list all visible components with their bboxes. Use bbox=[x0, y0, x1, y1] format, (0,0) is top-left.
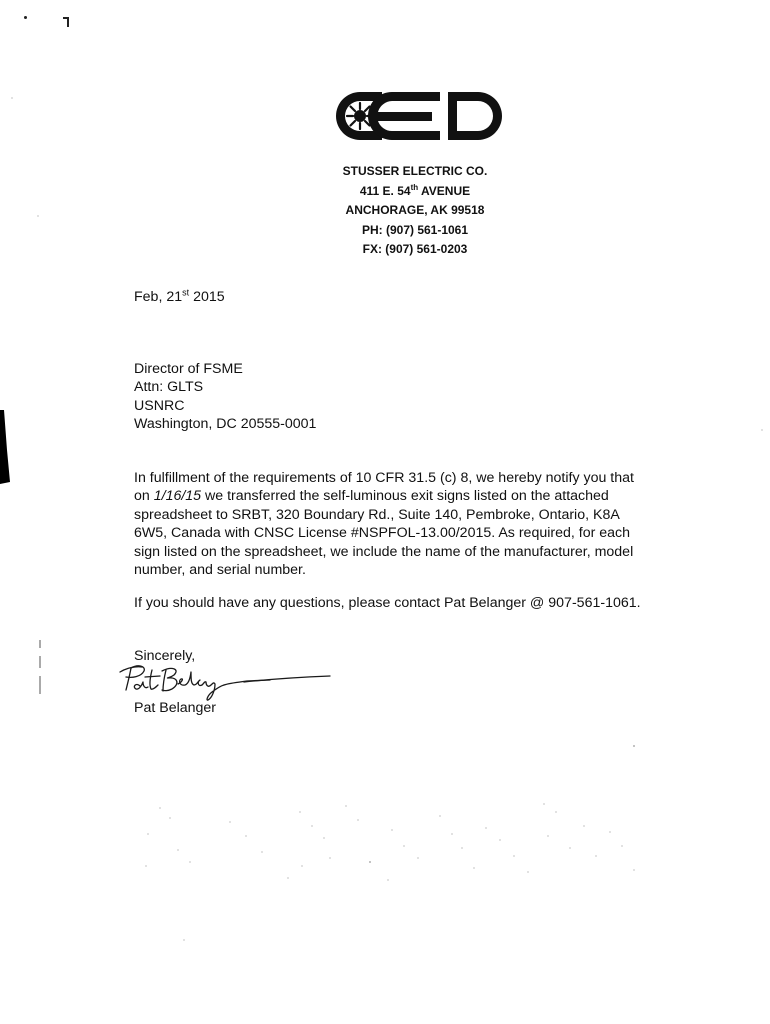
recipient-line: Attn: GLTS bbox=[134, 379, 204, 396]
body-line: 6W5, Canada with CNSC License #NSPFOL-13.00/2015. As required, for each bbox=[134, 525, 631, 542]
body-text: we transferred the self-luminous exit signs listed on the attached bbox=[201, 488, 609, 505]
date-day: Feb, 21 bbox=[134, 289, 183, 305]
street-ordinal: th bbox=[410, 182, 419, 192]
body-line: In fulfillment of the requirements of 10 CFR 31.5 (c) 8, we hereby notify you that bbox=[134, 470, 634, 486]
body-line: spreadsheet to SRBT, 320 Boundary Rd., Suite 140, Pembroke, Ontario, K8A bbox=[134, 506, 620, 523]
street-name: AVENUE bbox=[418, 183, 471, 198]
date-ordinal: st bbox=[182, 287, 190, 298]
company-name: STUSSER ELECTRIC CO. bbox=[342, 164, 488, 178]
closing: Sincerely, bbox=[134, 648, 196, 664]
contact-paragraph: If you should have any questions, please contact Pat Belanger @ 907-561-1061. bbox=[134, 595, 641, 611]
body-text: on bbox=[134, 488, 154, 505]
recipient-line: Washington, DC 20555-0001 bbox=[134, 416, 317, 433]
recipient-line: USNRC bbox=[134, 397, 185, 414]
company-phone: PH: (907) 561-1061 bbox=[361, 222, 469, 237]
body-line: sign listed on the spreadsheet, we include the name of the manufacturer, model bbox=[134, 543, 634, 560]
body-line: number, and serial number. bbox=[134, 562, 306, 579]
transfer-date: 1/16/15 bbox=[153, 488, 202, 505]
company-city: ANCHORAGE, AK 99518 bbox=[345, 203, 485, 217]
date-year: 2015 bbox=[189, 289, 225, 305]
street-number: 411 E. 54 bbox=[359, 183, 411, 198]
company-fax: FX: (907) 561-0203 bbox=[362, 242, 468, 256]
recipient-line: Director of FSME bbox=[134, 361, 243, 377]
signer-name: Pat Belanger bbox=[134, 700, 217, 716]
